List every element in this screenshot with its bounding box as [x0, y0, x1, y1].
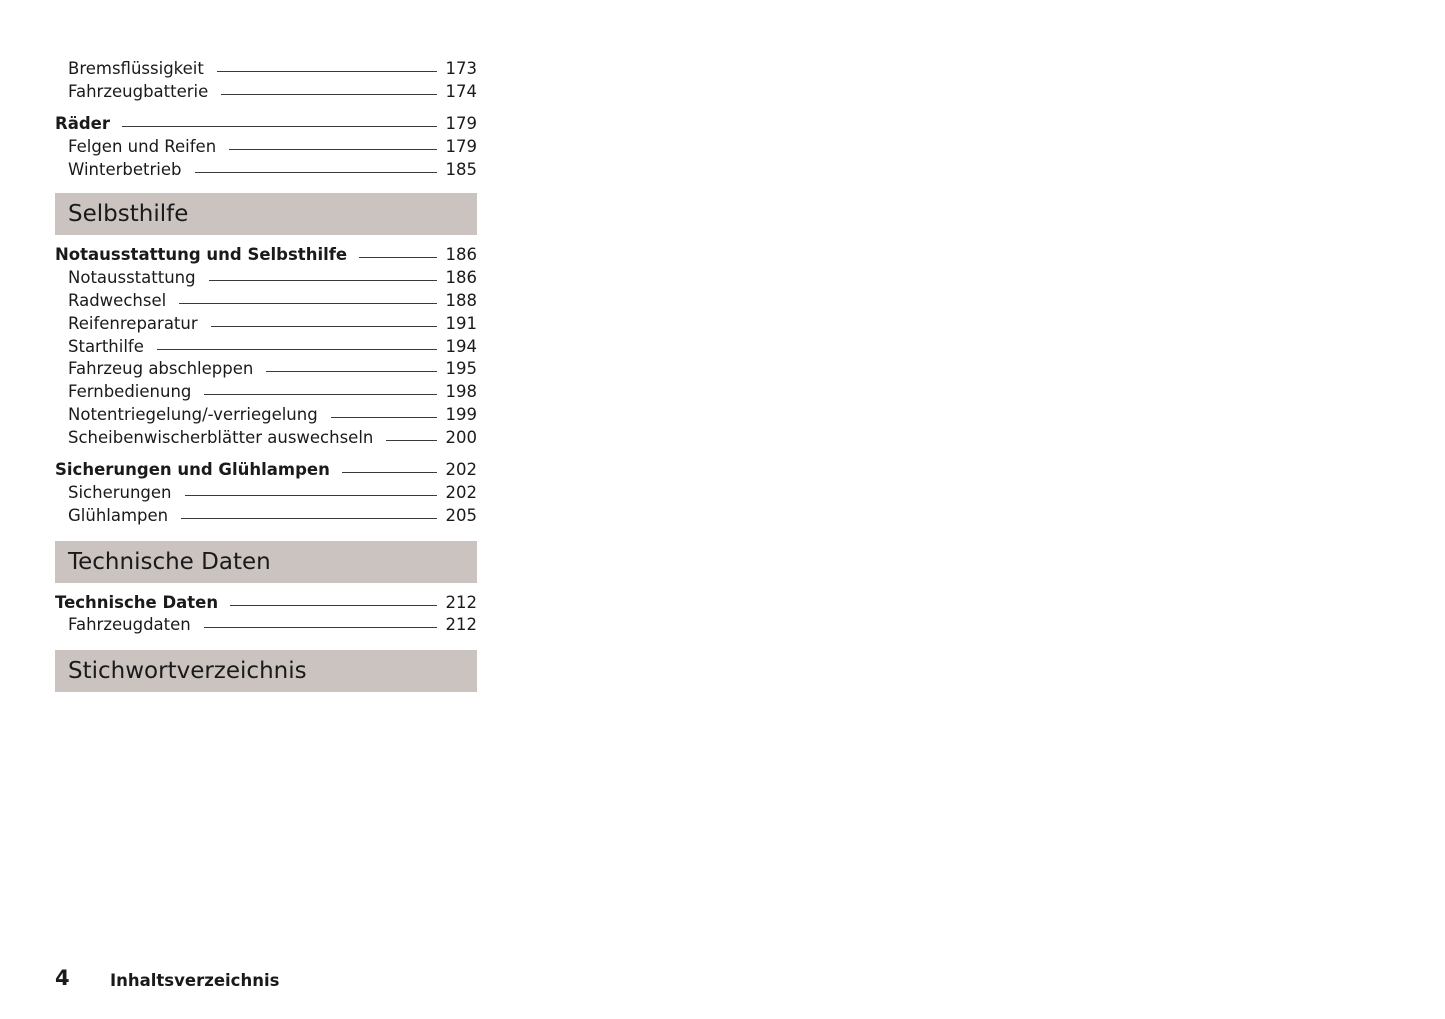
toc-entry-notausstattung[interactable] — [55, 267, 477, 290]
toc-chapter-page: 212 — [445, 592, 477, 612]
footer-page-number: 4 — [55, 966, 70, 990]
toc-chapter-label: Sicherungen und Glühlampen — [55, 460, 330, 480]
section-heading-technische-daten: Technische Daten — [55, 541, 477, 583]
section-heading-selbsthilfe: Selbsthilfe — [55, 193, 477, 235]
toc-entry-label: Radwechsel — [68, 291, 167, 311]
toc-entry-label: Bremsflüssigkeit — [68, 59, 204, 78]
leader-line — [209, 280, 437, 281]
leader-line — [122, 126, 437, 127]
toc-entry-label: Glühlampen — [68, 505, 169, 525]
toc-entry-notentriegelung[interactable] — [55, 404, 477, 427]
leader-line — [331, 417, 437, 418]
leader-line — [266, 371, 436, 372]
toc-entry-label: Fahrzeug abschleppen — [68, 359, 254, 379]
toc-entry-fahrzeug-abschleppen[interactable] — [55, 358, 477, 381]
leader-line — [157, 349, 437, 350]
toc-entry-label: Notausstattung — [68, 268, 196, 288]
toc-entry-page: 212 — [445, 615, 477, 635]
toc-entry-sicherungen[interactable] — [55, 482, 477, 505]
leader-line — [230, 605, 436, 606]
leader-line — [342, 472, 437, 473]
toc-chapter-page: 186 — [445, 245, 477, 265]
toc-entry-page: 194 — [445, 336, 477, 356]
toc-entry-label: Notentriegelung/-verriegelung — [68, 405, 318, 425]
toc-entry-gluehlampen[interactable] — [55, 505, 477, 528]
leader-line — [221, 94, 436, 95]
toc-entry-page: 174 — [445, 81, 477, 101]
toc-entry-page: 199 — [445, 405, 477, 425]
toc-entry-page: 195 — [445, 359, 477, 379]
leader-line — [229, 149, 436, 150]
toc-entry-label: Winterbetrieb — [68, 159, 182, 179]
toc-entry-page: 202 — [445, 482, 477, 502]
toc-entry-winterbetrieb[interactable] — [55, 159, 477, 182]
leader-line — [179, 303, 436, 304]
toc-chapter-page: 179 — [445, 114, 477, 134]
toc-entry-page: 198 — [445, 382, 477, 402]
toc-chapter-technische-daten[interactable] — [55, 592, 477, 615]
leader-line — [181, 518, 436, 519]
toc-entry-page: 205 — [445, 505, 477, 525]
toc-chapter-sicherungen-und-gluehlampen[interactable] — [55, 459, 477, 482]
section-heading-stichwortverzeichnis[interactable]: Stichwortverzeichnis — [55, 650, 477, 692]
toc-chapter-label: Technische Daten — [55, 592, 219, 612]
toc-entry-felgen-und-reifen[interactable] — [55, 136, 477, 159]
toc-entry-label: Fernbedienung — [68, 382, 192, 402]
toc-entry-starthilfe[interactable] — [55, 336, 477, 359]
toc-entry-radwechsel[interactable] — [55, 290, 477, 313]
leader-line — [195, 172, 437, 173]
footer-title: Inhaltsverzeichnis — [110, 971, 280, 990]
toc-entry-label: Sicherungen — [68, 482, 172, 502]
toc-entry-fahrzeugbatterie[interactable] — [55, 81, 477, 104]
leader-line — [386, 440, 436, 441]
leader-line — [217, 71, 437, 72]
toc-entry-label: Scheibenwischerblätter auswechseln — [68, 427, 374, 447]
toc-entry-label: Fahrzeugdaten — [68, 615, 191, 635]
toc-chapter-notausstattung-und-selbsthilfe[interactable] — [55, 244, 477, 267]
table-of-contents — [55, 58, 477, 692]
toc-entry-bremsfluessigkeit[interactable] — [55, 58, 477, 81]
toc-entry-label: Reifenreparatur — [68, 313, 198, 333]
leader-line — [211, 326, 437, 327]
leader-line — [185, 495, 437, 496]
leader-line — [204, 394, 436, 395]
toc-entry-reifenreparatur[interactable] — [55, 313, 477, 336]
toc-entry-label: Starthilfe — [68, 336, 144, 356]
leader-line — [204, 627, 437, 628]
toc-entry-page: 173 — [445, 59, 477, 78]
toc-entry-page: 200 — [445, 427, 477, 447]
toc-entry-page: 185 — [445, 159, 477, 179]
toc-entry-fernbedienung[interactable] — [55, 381, 477, 404]
toc-chapter-page: 202 — [445, 460, 477, 480]
toc-chapter-raeder[interactable] — [55, 113, 477, 136]
toc-chapter-label: Notausstattung und Selbsthilfe — [55, 245, 348, 265]
toc-chapter-label: Räder — [55, 114, 110, 134]
toc-entry-scheibenwischerblaetter[interactable] — [55, 427, 477, 450]
toc-entry-page: 179 — [445, 136, 477, 156]
toc-entry-label: Fahrzeugbatterie — [68, 81, 209, 101]
toc-entry-fahrzeugdaten[interactable] — [55, 614, 477, 637]
toc-entry-page: 191 — [445, 313, 477, 333]
toc-entry-page: 186 — [445, 268, 477, 288]
toc-entry-page: 188 — [445, 291, 477, 311]
leader-line — [359, 257, 436, 258]
toc-entry-label: Felgen und Reifen — [68, 136, 217, 156]
